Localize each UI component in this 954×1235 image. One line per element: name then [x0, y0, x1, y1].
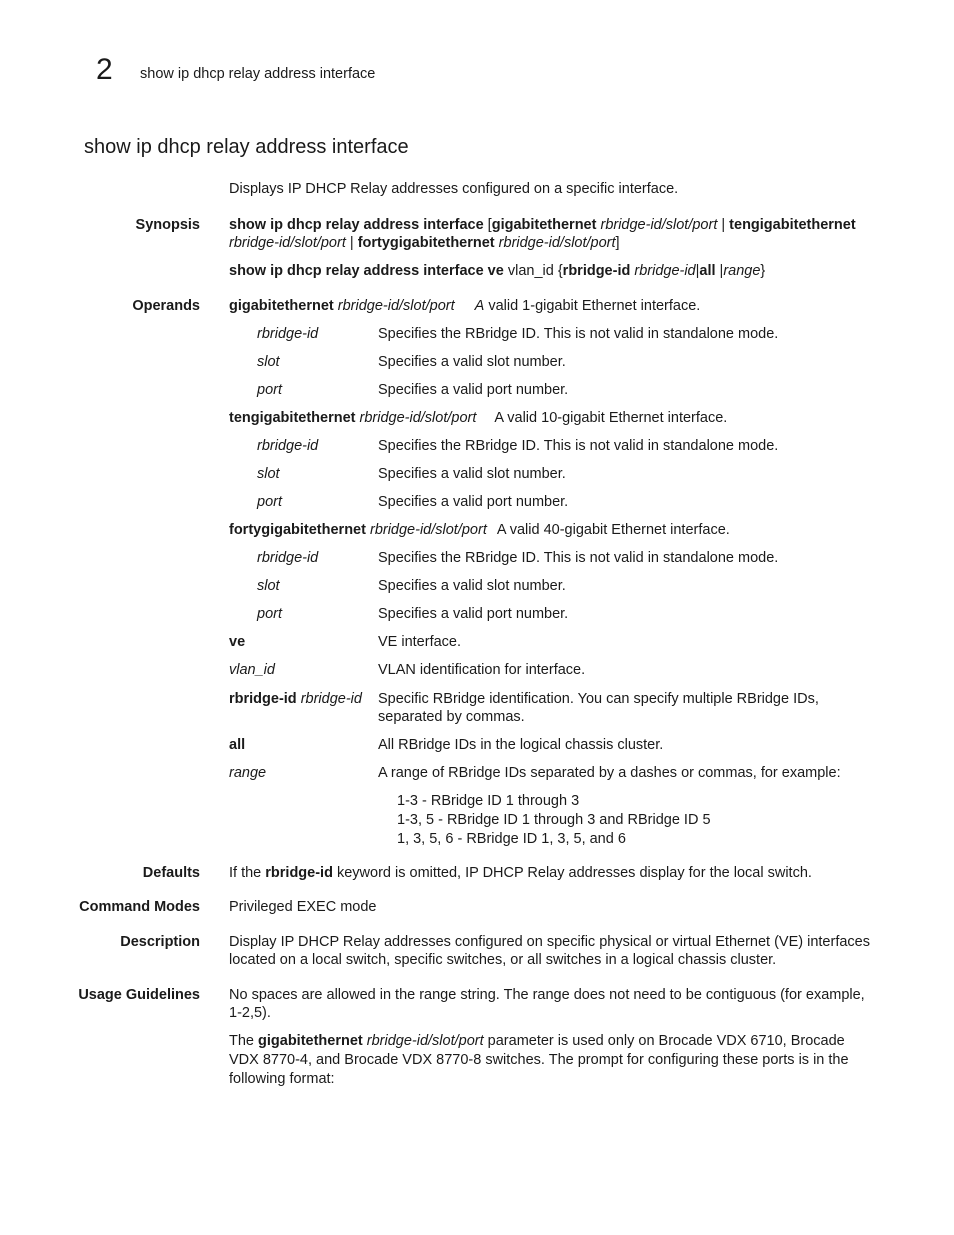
- synopsis-kw-tengig: tengigabitethernet: [729, 217, 856, 233]
- sub-desc-slot-2: Specifies a valid slot number.: [378, 466, 566, 482]
- operand-gig: [229, 297, 700, 315]
- operand-range-term: range: [229, 765, 267, 781]
- synopsis-cmd: show ip dhcp relay address interface: [229, 217, 484, 233]
- synopsis-pipe-2: |: [345, 235, 358, 251]
- chapter-number: 2: [96, 53, 113, 86]
- usage-p2-line-3: following format:: [229, 1071, 335, 1087]
- operand-rbridge-term: [229, 690, 362, 708]
- synopsis-vlan: vlan_id: [507, 263, 554, 279]
- operand-gig-desc: valid 1-gigabit Ethernet interface.: [484, 298, 701, 314]
- usage-p1-line-1: No spaces are allowed in the range string. The range does not need to be contiguous (for example,: [229, 987, 865, 1003]
- operand-gig-arg: rbridge-id/slot/port: [337, 298, 455, 314]
- operand-tengig: [229, 409, 727, 427]
- label-command-modes: Command Modes: [79, 899, 200, 915]
- operand-vlan-term: vlan_id: [229, 662, 275, 678]
- range-example-3: 1, 3, 5, 6 - RBridge ID 1, 3, 5, and 6: [397, 831, 626, 847]
- operand-all-desc: All RBridge IDs in the logical chassis cluster.: [378, 737, 664, 753]
- synopsis-arg-tengig: rbridge-id/slot/port: [229, 235, 346, 251]
- operand-tengig-kw: tengigabitethernet: [229, 410, 356, 426]
- sub-term-rbridge-2: rbridge-id: [257, 438, 319, 454]
- synopsis-arg-gig: rbridge-id/slot/port: [600, 217, 718, 233]
- operand-rbridge-kw: rbridge-id: [229, 691, 297, 707]
- synopsis-line-2: [229, 234, 620, 252]
- defaults-post: keyword is omitted, IP DHCP Relay addresses display for the local switch.: [332, 865, 812, 881]
- sub-term-slot-1: slot: [257, 354, 280, 370]
- operand-tengig-arg: rbridge-id/slot/port: [359, 410, 477, 426]
- defaults-kw: rbridge-id: [265, 865, 333, 881]
- synopsis-close: ]: [615, 235, 620, 251]
- range-example-1: 1-3 - RBridge ID 1 through 3: [397, 793, 580, 809]
- label-synopsis: Synopsis: [135, 217, 200, 233]
- sub-term-port-1: port: [257, 382, 282, 398]
- sub-desc-port-3: Specifies a valid port number.: [378, 606, 569, 622]
- synopsis-kw-fortygig: fortygigabitethernet: [357, 235, 495, 251]
- sub-term-port-3: port: [257, 606, 282, 622]
- operand-gig-kw: gigabitethernet: [229, 298, 334, 314]
- range-example-2: 1-3, 5 - RBridge ID 1 through 3 and RBridge ID 5: [397, 812, 711, 828]
- synopsis-kw-rbridge: rbridge-id: [562, 263, 631, 279]
- operand-fortygig-desc: A valid 40-gigabit Ethernet interface.: [496, 522, 730, 538]
- sub-desc-rbridge-2: Specifies the RBridge ID. This is not valid in standalone mode.: [378, 438, 779, 454]
- sub-term-rbridge-3: rbridge-id: [257, 550, 319, 566]
- sub-term-port-2: port: [257, 494, 282, 510]
- sub-term-rbridge-1: rbridge-id: [257, 326, 319, 342]
- command-modes-text: Privileged EXEC mode: [229, 899, 377, 915]
- synopsis-cmd-ve: show ip dhcp relay address interface ve: [229, 263, 504, 279]
- usage-p2-post: parameter is used only on Brocade VDX 6710, Brocade: [483, 1033, 845, 1049]
- defaults-pre: If the: [229, 865, 266, 881]
- defaults-text: [229, 864, 812, 882]
- sub-desc-port-2: Specifies a valid port number.: [378, 494, 569, 510]
- usage-p1-line-2: 1-2,5).: [229, 1005, 271, 1021]
- operand-range-desc: A range of RBridge IDs separated by a dashes or commas, for example:: [378, 765, 841, 781]
- operand-rbridge-desc-1: Specific RBridge identification. You can specify multiple RBridge IDs,: [378, 691, 819, 707]
- synopsis-bracket: [: [483, 217, 492, 233]
- operand-fortygig-kw: fortygigabitethernet: [229, 522, 366, 538]
- operand-fortygig-arg: rbridge-id/slot/port: [369, 522, 487, 538]
- synopsis-arg-rbridge: rbridge-id: [634, 263, 696, 279]
- operand-vlan-desc: VLAN identification for interface.: [378, 662, 586, 678]
- usage-p2-line-1: [229, 1032, 845, 1050]
- operand-fortygig: [229, 521, 730, 539]
- sub-term-slot-3: slot: [257, 578, 280, 594]
- sub-term-slot-2: slot: [257, 466, 280, 482]
- intro-text: Displays IP DHCP Relay addresses configured on a specific interface.: [229, 181, 679, 197]
- label-description: Description: [120, 934, 200, 950]
- page-title: show ip dhcp relay address interface: [84, 136, 409, 158]
- operand-rbridge-desc-2: separated by commas.: [378, 709, 525, 725]
- operand-gig-desc-a: A: [474, 298, 485, 314]
- operand-all-term: all: [229, 737, 246, 753]
- usage-p2-kw: gigabitethernet: [258, 1033, 363, 1049]
- operand-rbridge-arg: rbridge-id: [300, 691, 362, 707]
- synopsis-line-1: [229, 216, 856, 234]
- operand-ve-term: ve: [229, 634, 246, 650]
- synopsis-arg-range: range: [723, 263, 761, 279]
- label-defaults: Defaults: [142, 865, 200, 881]
- description-line-2: located on a local switch, specific switches, or all switches in a logical chassis cluster.: [229, 952, 777, 968]
- synopsis-kw-all: all: [699, 263, 716, 279]
- description-line-1: Display IP DHCP Relay addresses configured on specific physical or virtual Ethernet (VE) interfaces: [229, 934, 870, 950]
- synopsis-bar: |: [695, 263, 700, 279]
- running-header: show ip dhcp relay address interface: [140, 66, 376, 82]
- sub-desc-slot-1: Specifies a valid slot number.: [378, 354, 566, 370]
- sub-desc-rbridge-1: Specifies the RBridge ID. This is not valid in standalone mode.: [378, 326, 779, 342]
- label-usage-guidelines: Usage Guidelines: [78, 987, 200, 1003]
- operand-tengig-desc: A valid 10-gigabit Ethernet interface.: [494, 410, 728, 426]
- usage-p2-pre: The: [229, 1033, 259, 1049]
- synopsis-arg-fortygig: rbridge-id/slot/port: [498, 235, 616, 251]
- synopsis-line-3: [229, 262, 765, 280]
- usage-p2-line-2: VDX 8770-4, and Brocade VDX 8770-8 switches. The prompt for configuring these ports is in the: [229, 1052, 849, 1068]
- operand-ve-desc: VE interface.: [378, 634, 462, 650]
- sub-desc-rbridge-3: Specifies the RBridge ID. This is not valid in standalone mode.: [378, 550, 779, 566]
- synopsis-kw-gig: gigabitethernet: [491, 217, 597, 233]
- synopsis-brace-open: {: [553, 263, 563, 279]
- synopsis-pipe: |: [717, 217, 730, 233]
- synopsis-brace-close: }: [760, 263, 766, 279]
- usage-p2-arg: rbridge-id/slot/port: [366, 1033, 484, 1049]
- label-operands: Operands: [132, 298, 200, 314]
- synopsis-bar-2: |: [715, 263, 724, 279]
- sub-desc-port-1: Specifies a valid port number.: [378, 382, 569, 398]
- sub-desc-slot-3: Specifies a valid slot number.: [378, 578, 566, 594]
